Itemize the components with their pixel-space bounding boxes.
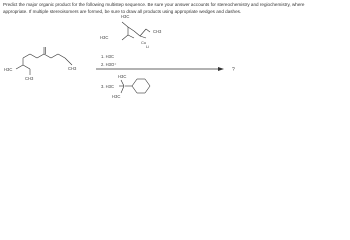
- step1-label: 1. H3C: [101, 54, 115, 59]
- cuprate-structure: [122, 22, 150, 40]
- prompt-line-1: Predict the major organic product for the following multistep sequence. Be sure your answer accounts for stereochemistry and regiochemistry, where: [3, 2, 305, 7]
- cuprate-metal-cu: Cu: [141, 40, 147, 45]
- sm-label-right: CH3: [68, 66, 77, 71]
- sm-label-bottom: CH3: [25, 76, 34, 81]
- step3-label: 3. H3C: [101, 84, 115, 89]
- reaction-scheme: [0, 0, 350, 107]
- sm-label-left: H3C: [4, 67, 13, 72]
- reaction-arrow: [96, 67, 224, 71]
- cuprate-label-right: CH3: [153, 29, 162, 34]
- grignard-structure: [119, 79, 150, 93]
- cuprate-label-top: H3C: [121, 14, 130, 19]
- product-placeholder: ?: [232, 67, 235, 73]
- step3-group-bottom: H3C: [112, 94, 121, 99]
- step2-label: 2. H3O⁺: [101, 62, 117, 67]
- cuprate-metal-li: Li: [146, 44, 150, 49]
- cuprate-label-left: H3C: [100, 35, 109, 40]
- step3-group-top: H3C: [118, 74, 127, 79]
- prompt-line-2: appropriate. If multiple stereoisomers are formed, be sure to draw all products using appropriate wedges and dashes.: [3, 8, 242, 14]
- starting-material: [16, 47, 72, 75]
